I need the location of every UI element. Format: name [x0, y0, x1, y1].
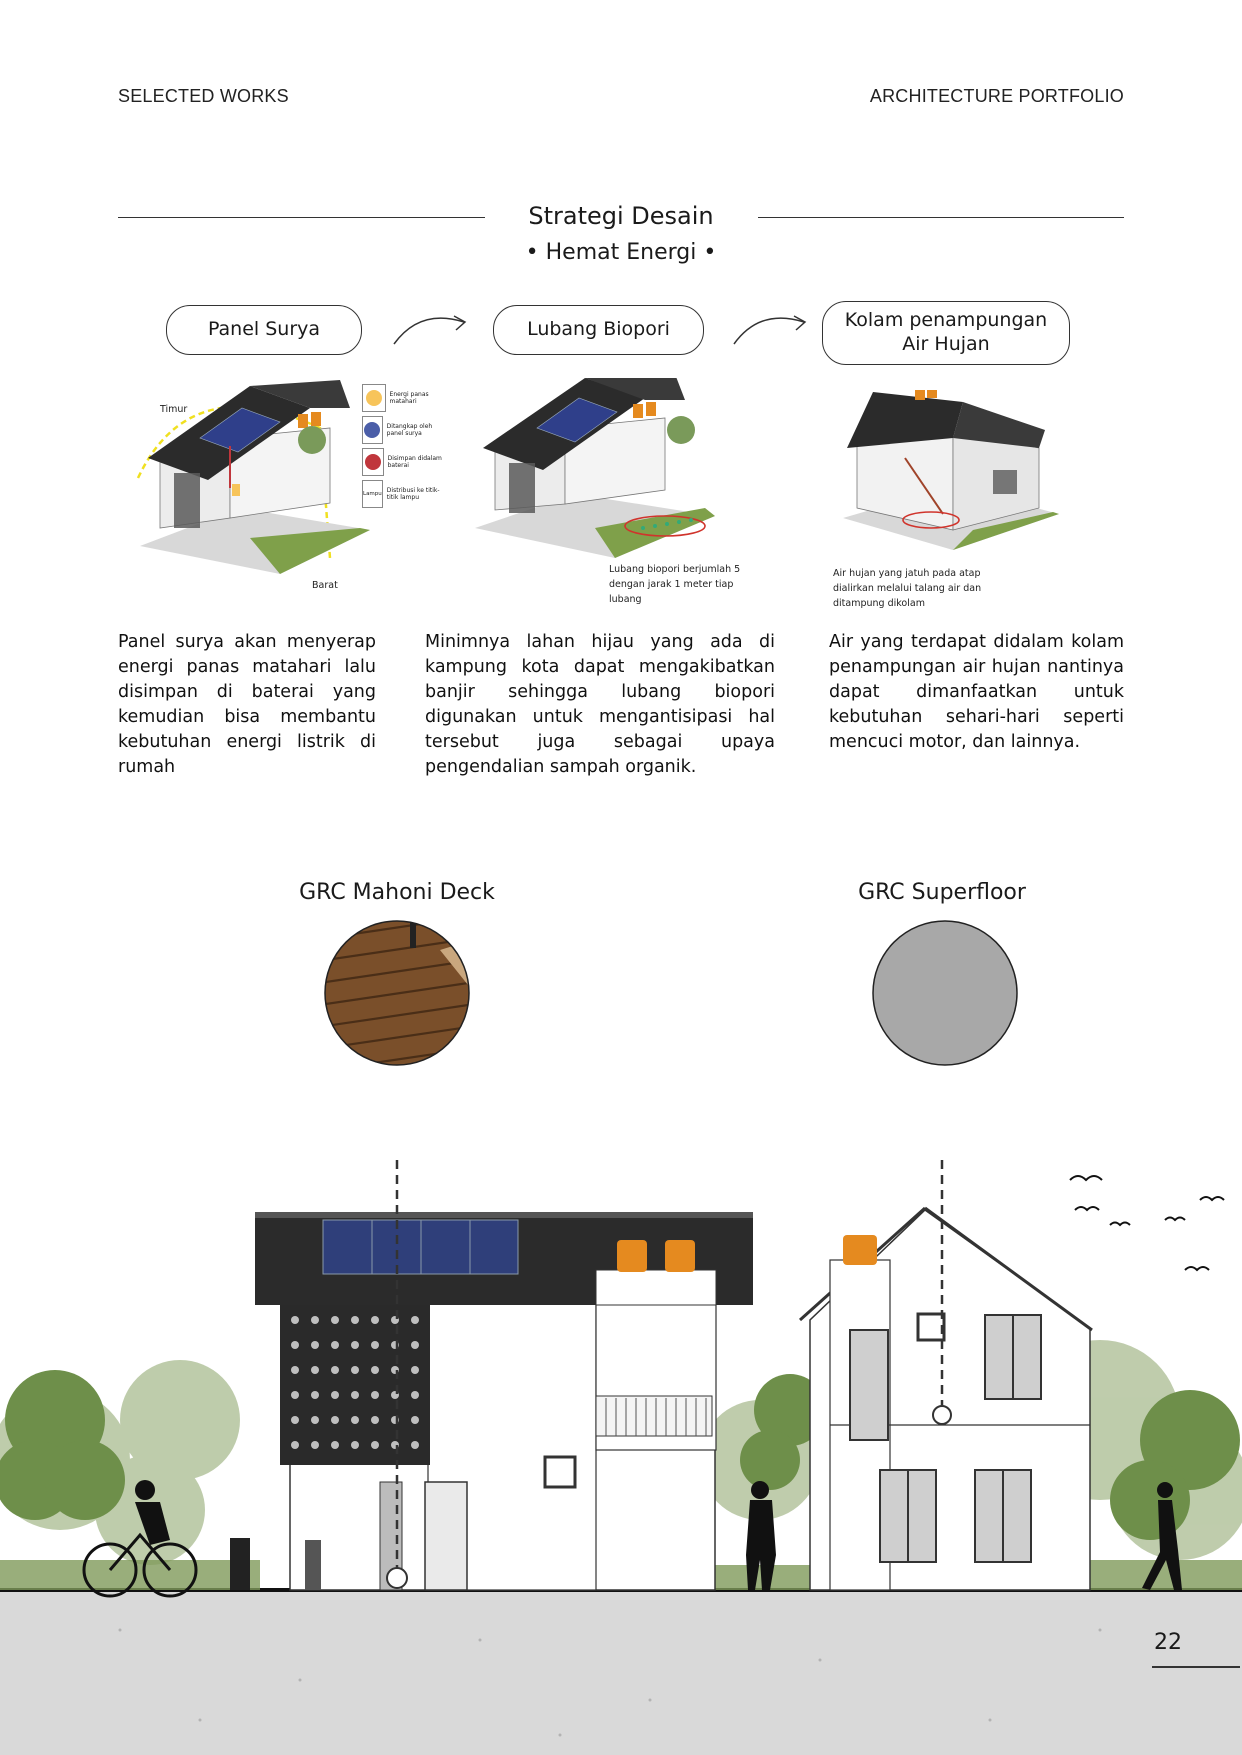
legend-item: Energi panas matahari [362, 384, 446, 412]
sun-energy-icon [362, 384, 386, 412]
header-right: ARCHITECTURE PORTFOLIO [869, 86, 1124, 106]
battery-icon [362, 448, 384, 476]
legend-item: Lampu Distribusi ke titik-titik lampu [362, 480, 446, 508]
material-title-superfloor: GRC Superfloor [858, 880, 1026, 905]
kolam-description: Air yang terdapat didalam kolam penampungan air hujan nantinya dapat dimanfaatkan untuk kebutuhan sehari-hari seperti mencuci motor, dan lainnya. [829, 632, 1124, 752]
lamp-icon: Lampu [362, 480, 383, 508]
section-title: Strategi Desain [528, 202, 714, 230]
grey-swatch-icon [870, 920, 1020, 1070]
page-number: 22 [1154, 1630, 1182, 1655]
legend-item: Disimpan didalam baterai [362, 448, 446, 476]
annotation-east: Timur [160, 404, 188, 415]
header-left: SELECTED WORKS [118, 86, 289, 106]
biopori-house-illustration [475, 378, 735, 563]
biopori-caption: Lubang biopori berjumlah 5 dengan jarak 1 meter tiap lubang [609, 564, 741, 605]
section-subtitle: • Hemat Energi • [525, 240, 717, 265]
flow-arrow-icon [730, 308, 810, 348]
elevation-drawing [0, 1160, 1242, 1755]
strategy-label: Kolam penampungan Air Hujan [844, 309, 1048, 355]
material-title-mahoni: GRC Mahoni Deck [299, 880, 495, 905]
solar-legend [362, 384, 446, 508]
page-number-rule [1152, 1666, 1240, 1668]
solar-panel-icon [362, 416, 383, 444]
strategy-label: Panel Surya [207, 318, 321, 341]
strategy-label: Lubang Biopori [527, 318, 670, 341]
rainwater-caption: Air hujan yang jatuh pada atap dialirkan melalui talang air dan ditampung dikolam [833, 568, 982, 609]
annotation-west: Barat [312, 580, 338, 591]
wood-swatch-icon [322, 920, 472, 1070]
strategy-pill-biopori [493, 305, 704, 355]
strategy-pill-kolam [822, 301, 1070, 365]
biopori-description: Minimnya lahan hijau yang ada di kampung kota dapat mengakibatkan banjir sehingga lubang biopori digunakan untuk mengantisipasi hal tersebut juga sebagai upaya pengendalian sampah organik. [425, 632, 775, 777]
rainwater-house-illustration [843, 390, 1063, 560]
strategy-pill-panel-surya [166, 305, 362, 355]
flow-arrow-icon [390, 308, 470, 348]
panel-surya-description: Panel surya akan menyerap energi panas matahari lalu disimpan di baterai yang kemudian bisa membantu kebutuhan energi listrik di rumah [118, 632, 376, 777]
legend-item: Ditangkap oleh panel surya [362, 416, 446, 444]
